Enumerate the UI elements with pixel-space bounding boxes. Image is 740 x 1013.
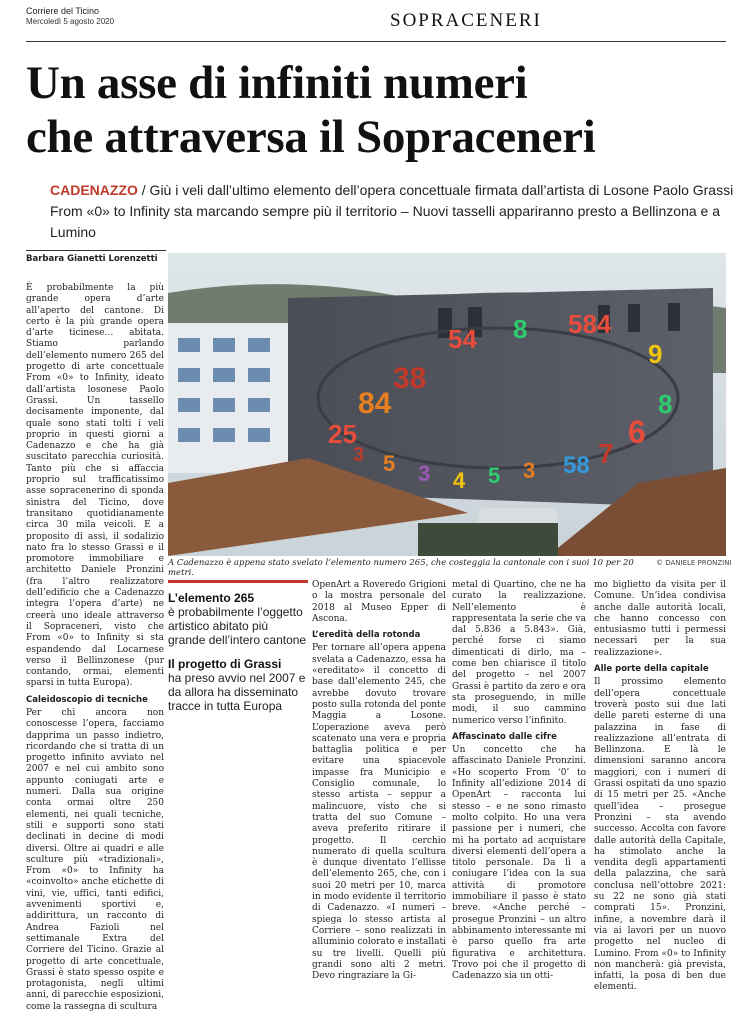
col4-paragraph-1: metal di Quartino, che ne ha curato la realizzazione. Nell’elemento è rappresentata la serie che va dal 5.836 a 5.843». Già, perché forse ci siamo dimenticati di dirlo, ma – come ben chiarisce il titolo del progetto – nel 2007 Grassi è partito da zero e ora sta proseguendo, in mille modi, il suo cammino numerico verso l’infinito.	[452, 580, 586, 726]
number-9: 9	[648, 339, 663, 369]
photo-caption: A Cadenazzo è appena stato svelato l’elemento numero 265, che costeggia la cantonale con i suoi 10 per 20 metri.	[168, 558, 634, 578]
article-column-3	[312, 580, 446, 982]
article-column-5	[594, 580, 726, 993]
fact-text-2: ha preso avvio nel 2007 e da allora ha disseminato tracce in tutta Europa	[168, 671, 306, 713]
col4-paragraph-2: Un concetto che ha affascinato Daniele Pronzini. «Ho scoperto From ‘0’ to Infinity all’edizione 2014 di OpenArt – racconta lui stesso – e ne sono rimasto molto colpito. Ho una vera passione per i numeri, che mi ha portato ad acquistare diversi elementi dell’opera a titolo personale. Da lì a coniugare l’idea con la sua attività di promotore immobiliare il passo è stato breve. «Anche perché – prosegue Pronzini – un altro abbinamento interessante mi è parso quello fra arte figurativa e architettura. Trovo poi che il progetto di Cadenazzo sia un otti-	[452, 745, 586, 982]
number-58: 58	[563, 452, 590, 479]
number-5b: 5	[383, 451, 396, 476]
byline: Barbara Gianetti Lorenzetti	[26, 250, 166, 264]
number-54: 54	[448, 324, 477, 354]
article-column-4	[452, 580, 586, 982]
fact-title-2: Il progetto di Grassi	[168, 657, 282, 671]
number-5: 5	[488, 463, 501, 488]
col1-subheading: Caleidoscopio di tecniche	[26, 694, 148, 705]
number-84: 84	[358, 387, 392, 420]
number-584: 584	[568, 309, 612, 339]
headline-line-1: Un asse di infiniti numeri	[26, 57, 528, 109]
masthead	[26, 6, 726, 42]
fact-text-1: è probabilmente l’oggetto artistico abitato più grande dell’intero cantone	[168, 605, 307, 647]
subheadline-text-1: / Giù i veli dall’ultimo elemento dell’opera concettuale firmata dall’artista di Losone Paolo Grassi	[137, 182, 734, 198]
number-8: 8	[513, 314, 528, 344]
article-column-1	[26, 283, 164, 1012]
number-3c: 3	[353, 444, 365, 466]
col5-paragraph-1: mo biglietto da visita per il Comune. Un’idea condivisa anche dalle autorità locali, che hanno concesso con entusiasmo tutti i permessi necessari per la sua realizzazione».	[594, 580, 726, 658]
section-title: SOPRACENERI	[390, 10, 542, 31]
number-7: 7	[598, 438, 614, 469]
col1-paragraph-1: È probabilmente la più grande opera d’arte all’aperto del cantone. Di certo è la più grande opera d’arte ticinese… abitata. Stiamo parlando dell’elemento numero 265 del progetto di arte concettuale From «0» to Infinity, ideato dall’artista losonese Paolo Grassi. Un tassello decisamente imponente, dal quale sono stati tolti i veli proprio in questi giorni a Cadenazzo e che ha già suscitato parecchia curiosità. Tanto più che si affaccia proprio sul trafficatissimo asse sopracenerino di sponda sinistra del Ticino, dove transitano quotidianamente circa 30 mila veicoli. E a proposito di assi, il sodalizio nato fra lo stesso Grassi e il promotore immobiliare e architetto Daniele Pronzini (fra l’altro realizzatore dell’edificio che a Cadenazzo integra l’opera d’arte) ne creerà uno ideale attraverso il Sopraceneri, visto che From «0» to Infinity si sta espandendo dal Locarnese verso il Bellinzonese (pur contando, ormai, elementi sparsi in tutta Europa).	[26, 283, 164, 689]
number-25: 25	[328, 419, 357, 449]
number-8b: 8	[658, 389, 673, 419]
col5-subheading: Alle porte della capitale	[594, 664, 709, 675]
fact-title-1: L’elemento 265	[168, 591, 255, 605]
paper-date: Mercoledì 5 agosto 2020	[26, 17, 115, 26]
col3-paragraph-1: OpenArt a Roveredo Grigioni o la mostra personale del 2018 al Museo Epper di Ascona.	[312, 580, 446, 624]
col3-paragraph-2: Per tornare all’opera appena svelata a Cadenazzo, essa ha «ereditato» il concetto di base dall’elemento 245, che avrebbe dovuto trovare posto sulla rotonda del ponte Maggia a Losone. L’operazione aveva però scatenato una vera e propria battaglia politica e per evitare una spiacevole impasse fra Municipio e Consiglio comunale, lo stesso artista – seppur a malincuore, visto che si tratta del suo Comune – aveva preferito ritirare il progetto. Il cerchio numerato di quella scultura è dunque diventato l’ellisse dell’elemento 265, che, con i suoi 20 metri per 10, marca in modo evidente il territorio di Cadenazzo. «I numeri – spiega lo stesso artista al Corriere – sono realizzati in alluminio colorato e installati su tre livelli. Quelli più grandi sono alti 2 metri. Devo ringraziare la Gi-	[312, 643, 446, 982]
col3-subheading: L’eredità della rotonda	[312, 630, 421, 641]
paper-name: Corriere del Ticino	[26, 6, 100, 16]
col5-paragraph-2: Il prossimo elemento dell’opera concettuale troverà posto sui due lati delle pareti esterne di una palazzina in fase di realizzazione all’entrata di Bellinzona. E là le dimensioni saranno ancora maggiori, con i numeri di Grassi ospitati da uno spazio di 15 metri per 25. «Anche quell’idea – prosegue Pronzini – sta avendo successo. Accolta con favore dalle autorità della Capitale, ha stimolato anche la vendita degli appartamenti della palazzina, che sarà conclusa nell’ottobre 2021: su 22 ne sono già stati comprati 15». Pronzini, infine, a novembre darà il via ai lavori per un nuovo progetto nel nucleo di Lumino. From «0» to Infinity non mancherà: già prevista, infatti, la posa di ben due elementi.	[594, 677, 726, 993]
building-photo-illustration	[168, 253, 726, 556]
photo-credit: © DANIELE PRONZINI	[656, 559, 732, 567]
dateline-place: CADENAZZO	[50, 182, 138, 198]
col1-paragraph-2: Per chi ancora non conoscesse l’opera, facciamo dapprima un passo indietro, ricordando che si tratta di un progetto infinito avviato nel 2007 e nel cui ambito sono appunto coniugati arte e numeri. Dalla sua origine conta ormai oltre 250 elementi, nei quali tecniche, stili e supporti sono stati declinati in decine di modi diversi. Oltre ai quadri e alle sculture più «tradizionali», From «0» to Infinity ha «coinvolto» anche etichette di vini, vie, uffici, tanti edifici, avvenimenti sportivi e, addirittura, un racconto di Andrea Fazioli nel settimanale Extra del Corriere del Ticino. Grazie al progetto di arte concettuale, Grassi è stato spesso ospite e protagonista, negli ultimi anni, di parecchie esposizioni, come la rassegna di scultura	[26, 707, 164, 1012]
number-3: 3	[523, 458, 536, 483]
subheadline-text-2: From «0» to Infinity sta marcando sempre più il territorio – Nuovi tasselli appariranno presto a Bellinzona e a Lumino	[50, 203, 720, 240]
fact-box	[168, 580, 308, 723]
number-6: 6	[628, 414, 646, 450]
article-photo	[168, 253, 726, 556]
trees	[418, 523, 558, 556]
col4-subheading: Affascinato dalle cifre	[452, 731, 557, 742]
number-3b: 3	[418, 461, 431, 486]
number-4: 4	[453, 468, 466, 493]
subheadline	[50, 180, 740, 243]
headline	[26, 56, 732, 164]
number-38: 38	[393, 362, 427, 395]
headline-line-2: che attraversa il Sopraceneri	[26, 111, 596, 163]
